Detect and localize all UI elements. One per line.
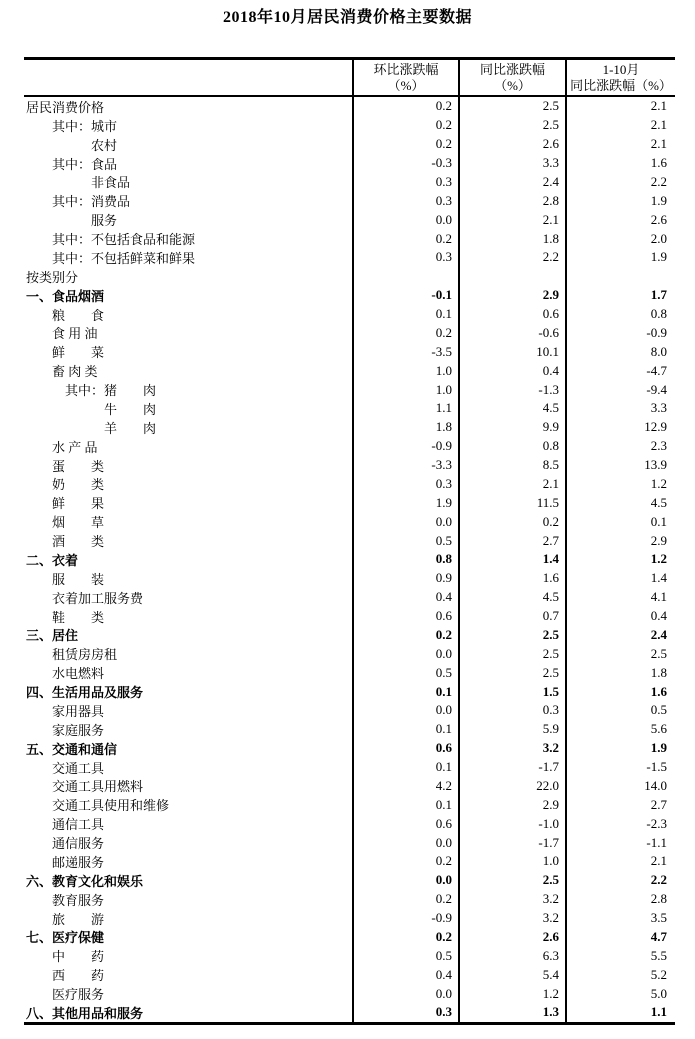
cell-yoy-pct: 10.1 — [458, 342, 565, 361]
cell-yoy-pct: 2.1 — [458, 210, 565, 229]
row-label: 其中：消费品 — [52, 194, 131, 210]
table-row — [24, 739, 675, 758]
table-row — [24, 550, 675, 569]
cell-mom-pct: 0.0 — [352, 833, 458, 852]
cell-mom-pct: 0.6 — [352, 739, 458, 758]
row-label: 奶 类 — [52, 477, 105, 493]
row-label: 烟 草 — [52, 515, 105, 531]
cell-yoy-pct: -1.7 — [458, 758, 565, 777]
table-row — [24, 890, 675, 909]
table-row — [24, 701, 675, 720]
cell-ytd-pct: -1.1 — [565, 833, 675, 852]
table-row — [24, 286, 675, 305]
page-title: 2018年10月居民消费价格主要数据 — [222, 9, 472, 26]
cell-mom-pct: 0.2 — [352, 135, 458, 154]
cell-yoy-pct: -1.7 — [458, 833, 565, 852]
cell-yoy-pct: 2.5 — [458, 871, 565, 890]
cell-yoy-pct: 22.0 — [458, 777, 565, 796]
cell-mom-pct: 0.5 — [352, 531, 458, 550]
cell-yoy-pct: 6.3 — [458, 946, 565, 965]
header-yoy-pct — [458, 60, 565, 95]
cell-yoy-pct: 2.5 — [458, 116, 565, 135]
header-mom-line1: 环比涨跌幅 — [373, 61, 439, 77]
cell-mom-pct: 0.1 — [352, 795, 458, 814]
table-row — [24, 569, 675, 588]
table-row — [24, 965, 675, 984]
table-row — [24, 871, 675, 890]
cell-ytd-pct: 2.4 — [565, 626, 675, 645]
cell-yoy-pct: 2.9 — [458, 795, 565, 814]
cell-ytd-pct: 5.2 — [565, 965, 675, 984]
cell-ytd-pct: 1.9 — [565, 191, 675, 210]
row-label: 粮 食 — [52, 307, 105, 323]
cell-ytd-pct: 2.1 — [565, 852, 675, 871]
cell-yoy-pct: 2.6 — [458, 135, 565, 154]
cell-ytd-pct — [565, 267, 675, 286]
table-row — [24, 984, 675, 1003]
row-label: 租赁房房租 — [52, 647, 118, 663]
cell-yoy-pct: 1.3 — [458, 1003, 565, 1022]
cell-yoy-pct: -1.0 — [458, 814, 565, 833]
cell-yoy-pct: 2.6 — [458, 928, 565, 947]
cell-yoy-pct: 4.5 — [458, 588, 565, 607]
cell-yoy-pct — [458, 267, 565, 286]
cell-yoy-pct: 0.2 — [458, 512, 565, 531]
row-label: 五、交通和通信 — [26, 741, 118, 757]
table-row — [24, 588, 675, 607]
cell-yoy-pct: 2.1 — [458, 475, 565, 494]
cell-yoy-pct: 3.3 — [458, 154, 565, 173]
cell-yoy-pct: 2.8 — [458, 191, 565, 210]
table-row — [24, 607, 675, 626]
table-row — [24, 795, 675, 814]
cell-mom-pct: 0.2 — [352, 97, 458, 116]
cell-ytd-pct: 0.8 — [565, 305, 675, 324]
cell-ytd-pct: 3.3 — [565, 399, 675, 418]
cell-yoy-pct: 1.0 — [458, 852, 565, 871]
table-header — [24, 57, 675, 97]
table-row — [24, 909, 675, 928]
cell-mom-pct: 0.6 — [352, 607, 458, 626]
cell-ytd-pct: 2.3 — [565, 437, 675, 456]
table-row — [24, 814, 675, 833]
cell-mom-pct: -0.9 — [352, 437, 458, 456]
table-row — [24, 135, 675, 154]
table-row — [24, 418, 675, 437]
table-row — [24, 758, 675, 777]
cell-mom-pct: 0.0 — [352, 644, 458, 663]
cell-ytd-pct: 12.9 — [565, 418, 675, 437]
row-label: 交通工具 — [52, 760, 105, 776]
table-row — [24, 437, 675, 456]
cell-mom-pct: 0.6 — [352, 814, 458, 833]
row-label: 通信工具 — [52, 817, 105, 833]
cell-mom-pct: -3.3 — [352, 456, 458, 475]
cell-mom-pct: 4.2 — [352, 777, 458, 796]
table-row — [24, 928, 675, 947]
cell-mom-pct: 0.3 — [352, 475, 458, 494]
header-ytd-line2: 同比涨跌幅（%） — [570, 77, 672, 93]
table-row — [24, 380, 675, 399]
cell-ytd-pct: 1.2 — [565, 550, 675, 569]
cell-yoy-pct: -0.6 — [458, 324, 565, 343]
row-label: 八、其他用品和服务 — [26, 1005, 144, 1021]
row-label: 水 产 品 — [52, 439, 98, 455]
row-label: 羊 肉 — [104, 420, 157, 436]
header-ytd-pct — [565, 60, 675, 95]
table-row — [24, 116, 675, 135]
cell-ytd-pct: 2.9 — [565, 531, 675, 550]
cell-mom-pct: 0.2 — [352, 116, 458, 135]
row-label: 食 用 油 — [52, 326, 98, 342]
cell-mom-pct: 0.1 — [352, 720, 458, 739]
table-row — [24, 626, 675, 645]
cell-ytd-pct: 8.0 — [565, 342, 675, 361]
cell-ytd-pct: -2.3 — [565, 814, 675, 833]
cell-yoy-pct: 3.2 — [458, 890, 565, 909]
cell-ytd-pct: 0.5 — [565, 701, 675, 720]
cell-yoy-pct: 4.5 — [458, 399, 565, 418]
cell-ytd-pct: 1.4 — [565, 569, 675, 588]
table-row — [24, 720, 675, 739]
row-label: 其中：不包括鲜菜和鲜果 — [52, 250, 196, 266]
table-row — [24, 305, 675, 324]
cell-yoy-pct: 2.5 — [458, 644, 565, 663]
cell-mom-pct: 0.8 — [352, 550, 458, 569]
row-label: 按类别分 — [26, 269, 79, 285]
cell-mom-pct: 0.4 — [352, 965, 458, 984]
cell-mom-pct: 0.5 — [352, 946, 458, 965]
cell-ytd-pct: 14.0 — [565, 777, 675, 796]
cell-ytd-pct: 13.9 — [565, 456, 675, 475]
table-row — [24, 1003, 675, 1022]
row-label: 邮递服务 — [52, 854, 105, 870]
table-row — [24, 512, 675, 531]
cell-mom-pct: 0.9 — [352, 569, 458, 588]
cell-yoy-pct: 3.2 — [458, 909, 565, 928]
row-label: 非食品 — [91, 175, 131, 191]
cell-ytd-pct: 1.9 — [565, 739, 675, 758]
cell-ytd-pct: 2.1 — [565, 135, 675, 154]
table-row — [24, 946, 675, 965]
cell-yoy-pct: 2.5 — [458, 663, 565, 682]
cell-mom-pct: 0.2 — [352, 890, 458, 909]
cell-ytd-pct: 2.2 — [565, 173, 675, 192]
row-label: 鞋 类 — [52, 609, 105, 625]
row-label: 鲜 菜 — [52, 345, 105, 361]
row-label: 通信服务 — [52, 836, 105, 852]
table-row — [24, 777, 675, 796]
table-row — [24, 267, 675, 286]
row-label: 交通工具使用和维修 — [52, 798, 170, 814]
cell-mom-pct: 0.1 — [352, 758, 458, 777]
table-row — [24, 852, 675, 871]
cell-yoy-pct: 1.8 — [458, 229, 565, 248]
cell-mom-pct: 0.0 — [352, 512, 458, 531]
row-label: 其中：猪 肉 — [65, 383, 157, 399]
row-label: 牛 肉 — [104, 401, 157, 417]
table-body — [24, 97, 675, 1025]
cell-ytd-pct: 2.2 — [565, 871, 675, 890]
cell-ytd-pct: 1.6 — [565, 154, 675, 173]
row-label: 交通工具用燃料 — [52, 779, 144, 795]
cell-yoy-pct: 2.5 — [458, 97, 565, 116]
row-label: 一、食品烟酒 — [26, 288, 105, 304]
cpi-table — [24, 57, 675, 1025]
cell-yoy-pct: 0.8 — [458, 437, 565, 456]
cell-yoy-pct: 2.7 — [458, 531, 565, 550]
cell-mom-pct — [352, 267, 458, 286]
table-row — [24, 456, 675, 475]
table-row — [24, 191, 675, 210]
cell-mom-pct: 1.9 — [352, 493, 458, 512]
cell-yoy-pct: 0.3 — [458, 701, 565, 720]
row-label: 鲜 果 — [52, 496, 105, 512]
cell-mom-pct: 1.0 — [352, 380, 458, 399]
cell-mom-pct: 0.3 — [352, 1003, 458, 1022]
cell-ytd-pct: -4.7 — [565, 361, 675, 380]
cell-mom-pct: -0.1 — [352, 286, 458, 305]
row-label: 酒 类 — [52, 534, 105, 550]
cell-yoy-pct: 1.5 — [458, 682, 565, 701]
table-row — [24, 399, 675, 418]
cell-mom-pct: 0.2 — [352, 928, 458, 947]
row-label: 中 药 — [52, 949, 105, 965]
row-label: 家庭服务 — [52, 722, 105, 738]
table-row — [24, 229, 675, 248]
cell-ytd-pct: 1.2 — [565, 475, 675, 494]
cell-ytd-pct: -0.9 — [565, 324, 675, 343]
row-label: 蛋 类 — [52, 458, 105, 474]
table-row — [24, 342, 675, 361]
row-label: 其中：不包括食品和能源 — [52, 232, 196, 248]
cell-mom-pct: 0.1 — [352, 305, 458, 324]
cell-ytd-pct: 2.5 — [565, 644, 675, 663]
row-label: 家用器具 — [52, 703, 105, 719]
cell-ytd-pct: 2.1 — [565, 97, 675, 116]
cell-ytd-pct: 2.1 — [565, 116, 675, 135]
row-label: 其中：食品 — [52, 156, 118, 172]
cell-mom-pct: 0.2 — [352, 852, 458, 871]
row-label: 畜 肉 类 — [52, 364, 98, 380]
cell-ytd-pct: 2.8 — [565, 890, 675, 909]
table-row — [24, 248, 675, 267]
table-row — [24, 663, 675, 682]
cell-ytd-pct: 4.7 — [565, 928, 675, 947]
table-row — [24, 475, 675, 494]
cell-yoy-pct: 0.4 — [458, 361, 565, 380]
cell-mom-pct: 0.3 — [352, 191, 458, 210]
cell-mom-pct: 0.0 — [352, 984, 458, 1003]
cell-ytd-pct: 5.6 — [565, 720, 675, 739]
cell-yoy-pct: 11.5 — [458, 493, 565, 512]
cell-ytd-pct: 4.5 — [565, 493, 675, 512]
cell-yoy-pct: 1.2 — [458, 984, 565, 1003]
table-row — [24, 173, 675, 192]
table-row — [24, 210, 675, 229]
cell-yoy-pct: 2.5 — [458, 626, 565, 645]
table-row — [24, 493, 675, 512]
cell-mom-pct: 0.3 — [352, 173, 458, 192]
cell-mom-pct: 0.5 — [352, 663, 458, 682]
row-label: 七、医疗保健 — [26, 930, 105, 946]
header-yoy-line2: （%） — [494, 77, 531, 93]
row-label: 教育服务 — [52, 892, 105, 908]
cell-ytd-pct: 2.0 — [565, 229, 675, 248]
row-label: 农村 — [91, 137, 118, 153]
row-label: 医疗服务 — [52, 987, 105, 1003]
row-label: 服务 — [91, 213, 118, 229]
table-row — [24, 154, 675, 173]
cell-mom-pct: 0.0 — [352, 210, 458, 229]
row-label: 服 装 — [52, 571, 105, 587]
cell-ytd-pct: 5.0 — [565, 984, 675, 1003]
cell-ytd-pct: 1.8 — [565, 663, 675, 682]
cell-mom-pct: 0.2 — [352, 626, 458, 645]
cell-yoy-pct: 0.6 — [458, 305, 565, 324]
cell-yoy-pct: 1.6 — [458, 569, 565, 588]
cell-ytd-pct: 1.9 — [565, 248, 675, 267]
cell-mom-pct: 1.8 — [352, 418, 458, 437]
cell-yoy-pct: 1.4 — [458, 550, 565, 569]
cell-mom-pct: 1.1 — [352, 399, 458, 418]
cell-ytd-pct: -1.5 — [565, 758, 675, 777]
row-label: 西 药 — [52, 968, 105, 984]
cell-ytd-pct: 1.1 — [565, 1003, 675, 1022]
cell-mom-pct: -3.5 — [352, 342, 458, 361]
table-row — [24, 644, 675, 663]
table-row — [24, 361, 675, 380]
cell-yoy-pct: 5.9 — [458, 720, 565, 739]
header-mom-line2: （%） — [387, 77, 425, 93]
cell-yoy-pct: 9.9 — [458, 418, 565, 437]
cell-mom-pct: -0.9 — [352, 909, 458, 928]
row-label: 居民消费价格 — [26, 99, 105, 115]
cell-ytd-pct: -9.4 — [565, 380, 675, 399]
header-stub-cell — [24, 60, 352, 95]
cell-mom-pct: 1.0 — [352, 361, 458, 380]
row-label: 其中：城市 — [52, 118, 118, 134]
header-ytd-line1: 1-10月 — [602, 61, 640, 77]
cell-mom-pct: 0.4 — [352, 588, 458, 607]
table-row — [24, 324, 675, 343]
cell-ytd-pct: 0.1 — [565, 512, 675, 531]
cell-yoy-pct: 5.4 — [458, 965, 565, 984]
cell-mom-pct: 0.1 — [352, 682, 458, 701]
cell-mom-pct: 0.0 — [352, 701, 458, 720]
cell-ytd-pct: 2.6 — [565, 210, 675, 229]
cell-mom-pct: 0.2 — [352, 229, 458, 248]
row-label: 四、生活用品及服务 — [26, 685, 144, 701]
row-label: 二、衣着 — [26, 552, 79, 568]
cell-ytd-pct: 5.5 — [565, 946, 675, 965]
row-label: 三、居住 — [26, 628, 79, 644]
header-yoy-line1: 同比涨跌幅 — [479, 61, 545, 77]
cell-yoy-pct: -1.3 — [458, 380, 565, 399]
cell-ytd-pct: 2.7 — [565, 795, 675, 814]
cell-yoy-pct: 2.9 — [458, 286, 565, 305]
cell-yoy-pct: 2.2 — [458, 248, 565, 267]
table-row — [24, 833, 675, 852]
cell-yoy-pct: 0.7 — [458, 607, 565, 626]
table-row — [24, 97, 675, 116]
cell-ytd-pct: 4.1 — [565, 588, 675, 607]
row-label: 水电燃料 — [52, 666, 105, 682]
cell-mom-pct: 0.0 — [352, 871, 458, 890]
cell-yoy-pct: 2.4 — [458, 173, 565, 192]
cell-ytd-pct: 1.6 — [565, 682, 675, 701]
table-row — [24, 682, 675, 701]
cell-ytd-pct: 0.4 — [565, 607, 675, 626]
row-label: 六、教育文化和娱乐 — [26, 873, 144, 889]
cell-ytd-pct: 1.7 — [565, 286, 675, 305]
cell-mom-pct: 0.2 — [352, 324, 458, 343]
cell-yoy-pct: 3.2 — [458, 739, 565, 758]
table-row — [24, 531, 675, 550]
cell-mom-pct: -0.3 — [352, 154, 458, 173]
header-mom-pct — [352, 60, 458, 95]
cell-yoy-pct: 8.5 — [458, 456, 565, 475]
cell-mom-pct: 0.3 — [352, 248, 458, 267]
cell-ytd-pct: 3.5 — [565, 909, 675, 928]
row-label: 衣着加工服务费 — [52, 590, 144, 606]
row-label: 旅 游 — [52, 911, 105, 927]
